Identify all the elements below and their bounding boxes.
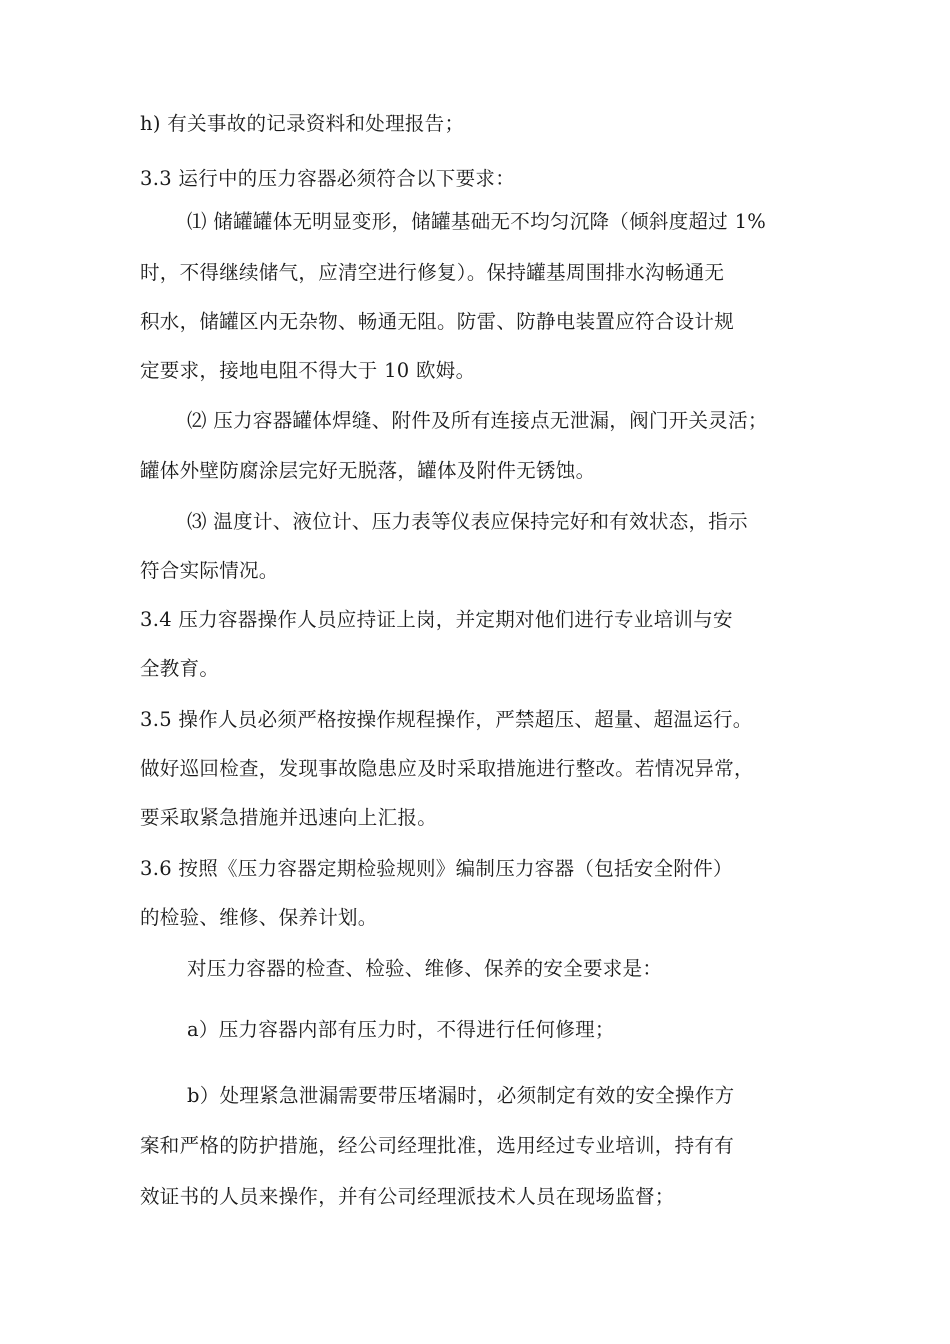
text-line: 案和严格的防护措施，经公司经理批准，选用经过专业培训，持有有 bbox=[140, 1134, 735, 1157]
text-line: 罐体外壁防腐涂层完好无脱落，罐体及附件无锈蚀。 bbox=[140, 459, 596, 482]
text-line: ⑶ 温度计、液位计、压力表等仪表应保持完好和有效状态，指示 bbox=[187, 510, 748, 533]
list-item-a: a）压力容器内部有压力时，不得进行任何修理； bbox=[187, 1018, 615, 1041]
text-line: 全教育。 bbox=[140, 657, 220, 680]
text-line: 做好巡回检查，发现事故隐患应及时采取措施进行整改。若情况异常， bbox=[140, 757, 754, 780]
text-line: 积水，储罐区内无杂物、畅通无阻。防雷、防静电装置应符合设计规 bbox=[140, 310, 735, 333]
text-line: 效证书的人员来操作，并有公司经理派技术人员在现场监督； bbox=[140, 1185, 675, 1208]
text-line: 时，不得继续储气，应清空进行修复）。保持罐基周围排水沟畅通无 bbox=[140, 261, 725, 284]
text-line: ⑴ 储罐罐体无明显变形，储罐基础无不均匀沉降（倾斜度超过 1% bbox=[187, 210, 767, 233]
text-line: 定要求，接地电阻不得大于 10 欧姆。 bbox=[140, 359, 476, 382]
text-line: 要采取紧急措施并迅速向上汇报。 bbox=[140, 806, 438, 829]
section-heading-3-5: 3.5 操作人员必须严格按操作规程操作，严禁超压、超量、超温运行。 bbox=[140, 708, 753, 731]
text-line: ⑵ 压力容器罐体焊缝、附件及所有连接点无泄漏，阀门开关灵活； bbox=[187, 409, 768, 432]
section-heading-3-6: 3.6 按照《压力容器定期检验规则》编制压力容器（包括安全附件） bbox=[140, 857, 733, 880]
text-line: h) 有关事故的记录资料和处理报告； bbox=[140, 112, 465, 135]
section-heading-3-3: 3.3 运行中的压力容器必须符合以下要求： bbox=[140, 167, 516, 190]
section-heading-3-4: 3.4 压力容器操作人员应持证上岗，并定期对他们进行专业培训与安 bbox=[140, 608, 733, 631]
text-line: 符合实际情况。 bbox=[140, 559, 279, 582]
text-line: 对压力容器的检查、检验、维修、保养的安全要求是： bbox=[187, 957, 663, 980]
list-item-b: b）处理紧急泄漏需要带压堵漏时，必须制定有效的安全操作方 bbox=[187, 1084, 735, 1107]
text-line: 的检验、维修、保养计划。 bbox=[140, 906, 378, 929]
